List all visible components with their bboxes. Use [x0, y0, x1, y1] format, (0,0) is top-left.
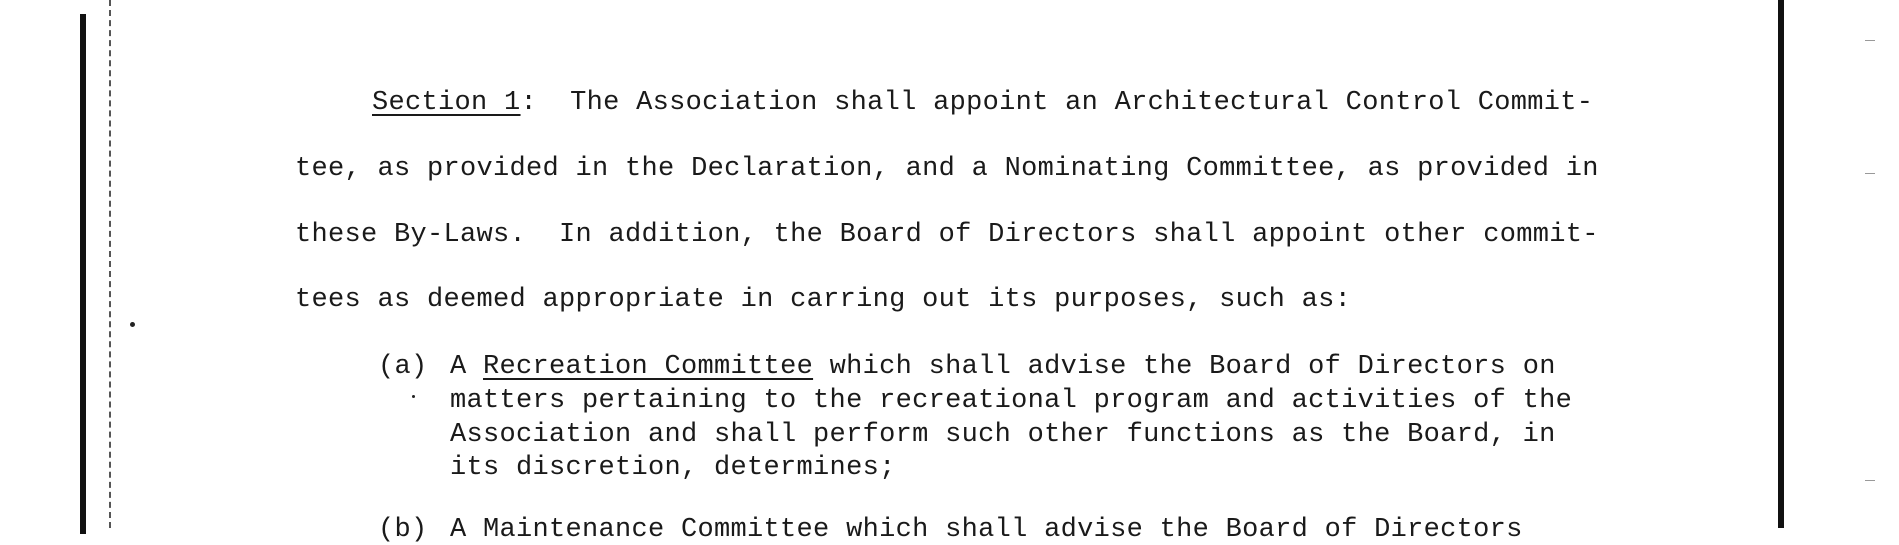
page-binding-edge	[109, 0, 113, 528]
page-left-edge	[80, 14, 86, 534]
item-b-first-line: A Maintenance Committee which shall advise the Board of Directors	[450, 515, 1523, 545]
section-line-3: these By-Laws. In addition, the Board of Directors shall appoint other commit-	[295, 220, 1599, 250]
margin-mark	[1865, 480, 1875, 481]
item-a-line-4: its discretion, determines;	[450, 453, 896, 483]
margin-mark	[1865, 40, 1875, 41]
item-a-lead: A	[450, 352, 484, 382]
page-right-edge	[1778, 0, 1784, 528]
item-a-first-line-rest: which shall advise the Board of Directors on	[813, 352, 1556, 382]
section-line-2: tee, as provided in the Declaration, and a Nominating Committee, as provided in	[295, 154, 1599, 184]
margin-mark	[1865, 173, 1875, 174]
section-line-1: The Association shall appoint an Architectural Control Commit-	[570, 88, 1594, 118]
section-line-4: tees as deemed appropriate in carring out its purposes, such as:	[295, 285, 1352, 315]
item-a-committee-name: Recreation Committee	[483, 352, 814, 382]
item-a-line-2: matters pertaining to the recreational program and activities of the	[450, 386, 1573, 416]
item-a-first-line	[450, 352, 1556, 382]
item-b-label: (b)	[378, 515, 428, 545]
item-a-line-3: Association and shall perform such other functions as the Board, in	[450, 420, 1556, 450]
section-heading: Section 1	[372, 88, 521, 118]
scan-speck	[412, 395, 415, 398]
scan-speck	[130, 322, 135, 327]
section-heading-colon: :	[520, 88, 538, 118]
item-a-label: (a)	[378, 352, 428, 382]
section-first-line	[372, 88, 1593, 118]
